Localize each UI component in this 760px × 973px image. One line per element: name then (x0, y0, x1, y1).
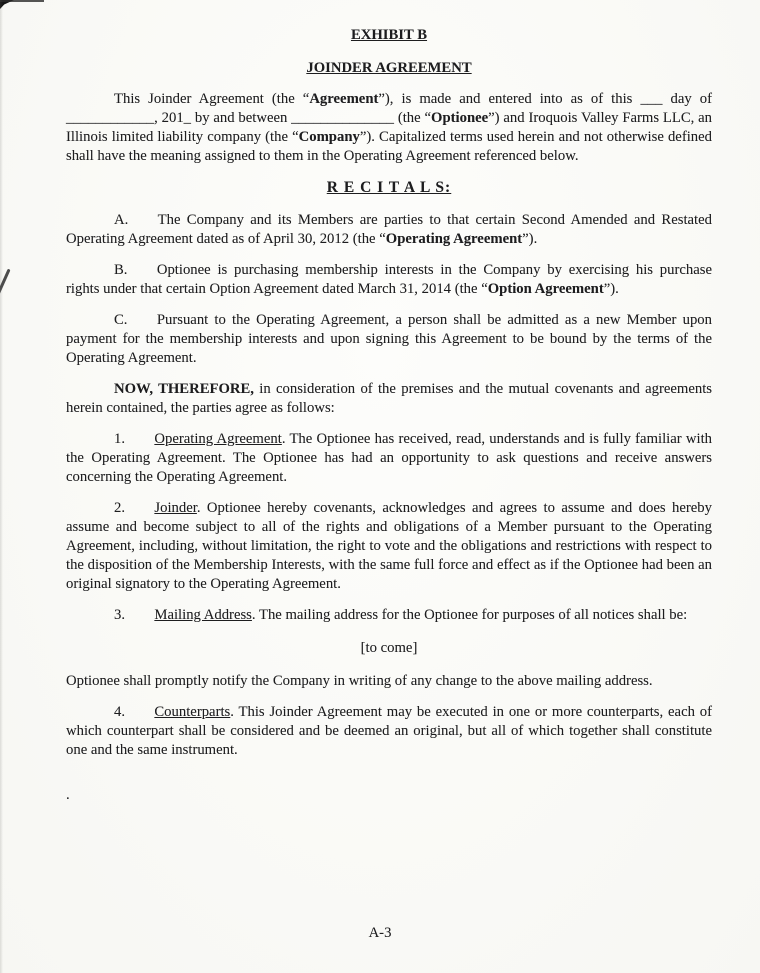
document-title: JOINDER AGREEMENT (306, 60, 472, 76)
scan-artifact-corner (0, 0, 14, 9)
recital-b: B. Optionee is purchasing membership interests in the Company by exercising his purchase rights under that certain Option Agreement dated March 31, 2014 (the “Option Agreement”). (66, 262, 712, 297)
document-content (66, 26, 712, 805)
exhibit-title: EXHIBIT B (350, 27, 428, 43)
paragraph-now-therefore: NOW, THEREFORE, in consideration of the premises and the mutual covenants and agreements herein contained, the parties agree as follows: (66, 381, 712, 416)
section-3-mailing-address: 3. Mailing Address. The mailing address for the Optionee for purposes of all notices shall be: (114, 607, 688, 623)
section-1-operating-agreement: 1. Operating Agreement. The Optionee has received, read, understands and is fully familiar with the Operating Agreement. The Optionee has had an opportunity to ask questions and receive answers concerning the Operating Agreement. (66, 431, 713, 485)
recital-a: A. The Company and its Members are parties to that certain Second Amended and Restated Operating Agreement dated as of April 30, 2012 (the “Operating Agreement”). (66, 212, 712, 247)
scan-artifact-left-mark (0, 269, 11, 296)
recital-c: C. Pursuant to the Operating Agreement, a person shall be admitted as a new Member upon payment for the membership interests and upon signing this Agreement to be bound by the terms of the Operating Agreement. (66, 312, 712, 366)
mailing-change-note: Optionee shall promptly notify the Company in writing of any change to the above mailing address. (66, 673, 653, 689)
scan-artifact-left-shade (0, 0, 3, 973)
stray-period: . (66, 787, 70, 803)
paragraph-intro: This Joinder Agreement (the “Agreement”), is made and entered into as of this ___ day of ____________, 201_ by and between ______________ (the “Optionee”) and Iroquois Valley Farms LLC, an Illinois limited liability company (the “Company”). Capitalized terms used herein and not otherwise defined shall have the meaning assigned to them in the Operating Agreement referenced below. (66, 91, 713, 164)
section-4-counterparts: 4. Counterparts. This Joinder Agreement may be executed in one or more counterparts, each of which counterpart shall be considered and be deemed an original, but all of which together shall constitute one and the same instrument. (66, 704, 712, 758)
page-number: A-3 (368, 925, 392, 941)
to-come-placeholder: [to come] (360, 640, 418, 656)
recitals-heading: R E C I T A L S: (326, 179, 452, 196)
section-2-joinder: 2. Joinder. Optionee hereby covenants, acknowledges and agrees to assume and does hereby assume and become subject to all of the rights and obligations of a Member pursuant to the Operating Agreement, including, without limitation, the right to vote and the obligations and restrictions with respect to the disposition of the Membership Interests, with the same full force and effect as if the Optionee had been an original signatory to the Operating Agreement. (66, 500, 712, 592)
scan-artifact-top-line (0, 0, 44, 2)
